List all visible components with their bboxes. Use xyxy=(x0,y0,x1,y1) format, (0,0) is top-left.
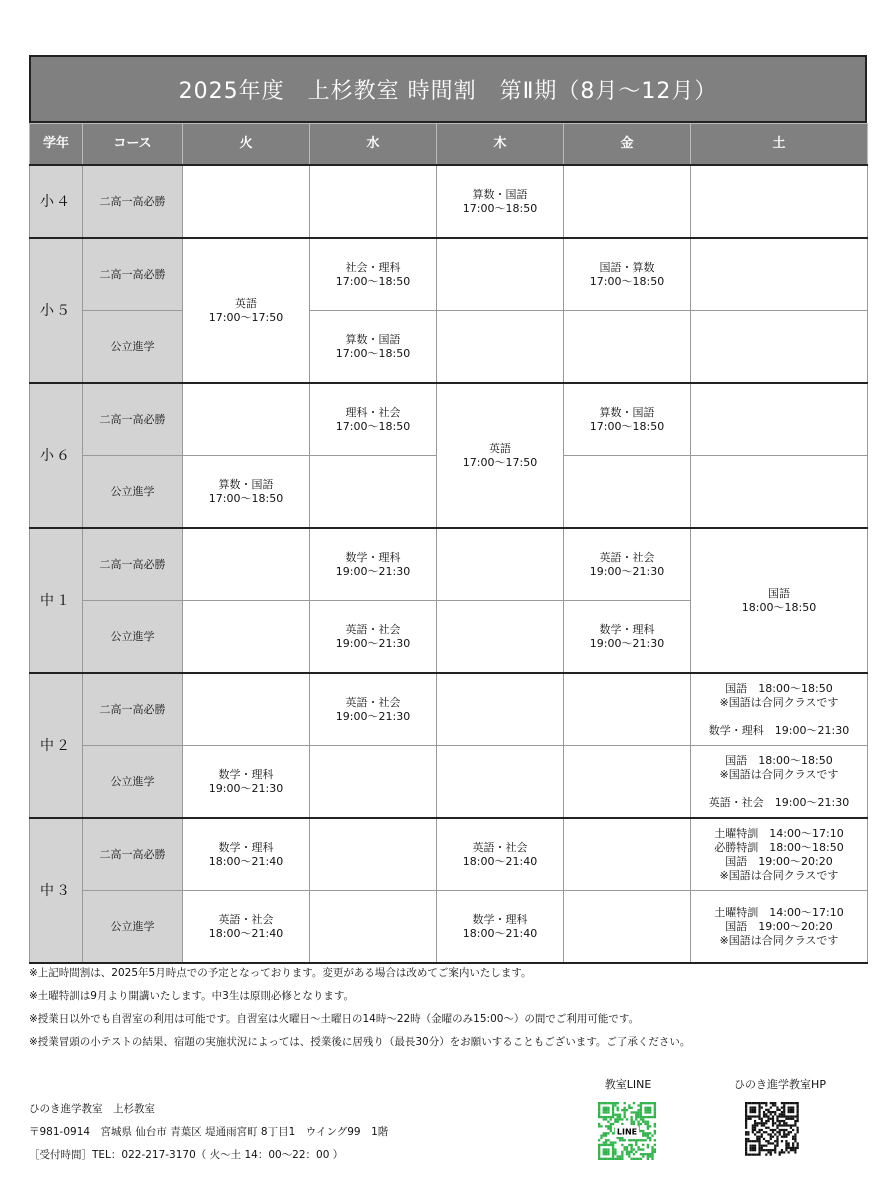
timetable-sheet xyxy=(29,55,867,964)
cell-g6-b-sat xyxy=(691,456,868,529)
cell-g6-a-sat xyxy=(691,383,868,456)
cell-g6-b-fri xyxy=(564,456,691,529)
cell-g4-thu: 算数・国語 17:00〜18:50 xyxy=(437,165,564,238)
cell-g5-a-thu xyxy=(437,238,564,311)
header-grade: 学年 xyxy=(30,124,83,166)
course-label: 公立進学 xyxy=(83,311,183,384)
course-label: 二高一高必勝 xyxy=(83,528,183,601)
cell-g4-wed xyxy=(310,165,437,238)
grade-g4: 小４ xyxy=(30,165,83,238)
cell-m3-b-thu: 数学・理科 18:00〜21:40 xyxy=(437,891,564,964)
cell-m2-a-thu xyxy=(437,673,564,746)
cell-m3-a-tue: 数学・理科 18:00〜21:40 xyxy=(183,818,310,891)
cell-m2-b-wed xyxy=(310,746,437,819)
grade-g6: 小６ xyxy=(30,383,83,528)
cell-m2-b-fri xyxy=(564,746,691,819)
note-item: ※上記時間割は、2025年5月時点での予定となっております。変更がある場合は改めてご案内いたします。 xyxy=(29,967,532,979)
school-address: 〒981-0914 宮城県 仙台市 青葉区 堤通雨宮町 8丁目1 ウイング99 1階 xyxy=(29,1126,389,1138)
cell-m1-a-fri: 英語・社会 19:00〜21:30 xyxy=(564,528,691,601)
grade-m3: 中３ xyxy=(30,818,83,963)
cell-g4-fri xyxy=(564,165,691,238)
cell-g5-a-sat xyxy=(691,238,868,311)
school-hours: ［受付時間］TEL：022-217-3170（ 火〜土 14：00〜22：00 ） xyxy=(29,1149,344,1161)
cell-m1-b-thu xyxy=(437,601,564,674)
cell-m3-b-wed xyxy=(310,891,437,964)
course-label: 二高一高必勝 xyxy=(83,383,183,456)
row-g5-a xyxy=(30,238,868,311)
line-qr-logo-text: LINE xyxy=(616,1127,638,1137)
header-fri: 金 xyxy=(564,124,691,166)
school-name: ひのき進学教室 上杉教室 xyxy=(29,1103,155,1115)
header-thu: 木 xyxy=(437,124,564,166)
cell-m3-b-fri xyxy=(564,891,691,964)
timetable xyxy=(29,123,868,964)
cell-g6-a-fri: 算数・国語 17:00〜18:50 xyxy=(564,383,691,456)
cell-g6-b-wed xyxy=(310,456,437,529)
row-g4 xyxy=(30,165,868,238)
row-g5-b xyxy=(30,311,868,384)
line-qr-icon[interactable] xyxy=(598,1102,656,1160)
cell-m3-a-thu: 英語・社会 18:00〜21:40 xyxy=(437,818,564,891)
cell-g6-a-tue xyxy=(183,383,310,456)
cell-m3-b-sat: 土曜特訓 14:00〜17:10 国語 19:00〜20:20 ※国語は合同クラスです xyxy=(691,891,868,964)
cell-m2-a-fri xyxy=(564,673,691,746)
row-m2-b xyxy=(30,746,868,819)
course-label: 公立進学 xyxy=(83,746,183,819)
cell-m1-b-tue xyxy=(183,601,310,674)
hp-qr-icon[interactable] xyxy=(745,1102,801,1158)
cell-g4-tue xyxy=(183,165,310,238)
header-tue: 火 xyxy=(183,124,310,166)
cell-m1-b-wed: 英語・社会 19:00〜21:30 xyxy=(310,601,437,674)
cell-m3-a-sat: 土曜特訓 14:00〜17:10 必勝特訓 18:00〜18:50 国語 19:00〜20:20 ※国語は合同クラスです xyxy=(691,818,868,891)
cell-m2-a-sat: 国語 18:00〜18:50 ※国語は合同クラスです 数学・理科 19:00〜21:30 xyxy=(691,673,868,746)
cell-g5-a-wed: 社会・理科 17:00〜18:50 xyxy=(310,238,437,311)
cell-m1-sat: 国語 18:00〜18:50 xyxy=(691,528,868,673)
cell-m1-b-fri: 数学・理科 19:00〜21:30 xyxy=(564,601,691,674)
cell-g5-a-fri: 国語・算数 17:00〜18:50 xyxy=(564,238,691,311)
grade-m1: 中１ xyxy=(30,528,83,673)
cell-g5-b-thu xyxy=(437,311,564,384)
cell-m1-a-wed: 数学・理科 19:00〜21:30 xyxy=(310,528,437,601)
row-m3-b xyxy=(30,891,868,964)
cell-m3-a-wed xyxy=(310,818,437,891)
cell-g6-b-tue: 算数・国語 17:00〜18:50 xyxy=(183,456,310,529)
line-qr-label: 教室LINE xyxy=(604,1078,652,1091)
cell-g5-tue: 英語 17:00〜17:50 xyxy=(183,238,310,383)
row-m3-a xyxy=(30,818,868,891)
course-label: 二高一高必勝 xyxy=(83,818,183,891)
cell-m3-b-tue: 英語・社会 18:00〜21:40 xyxy=(183,891,310,964)
cell-g6-a-wed: 理科・社会 17:00〜18:50 xyxy=(310,383,437,456)
cell-m2-a-tue xyxy=(183,673,310,746)
header-course: コース xyxy=(83,124,183,166)
cell-m1-a-thu xyxy=(437,528,564,601)
grade-g5: 小５ xyxy=(30,238,83,383)
cell-m3-a-fri xyxy=(564,818,691,891)
footer-contact xyxy=(29,1098,388,1167)
header-row xyxy=(30,124,868,166)
header-wed: 水 xyxy=(310,124,437,166)
note-item: ※授業日以外でも自習室の利用は可能です。自習室は火曜日〜土曜日の14時〜22時（金曜のみ15:00〜）の間でご利用可能です。 xyxy=(29,1013,640,1025)
cell-g5-b-sat xyxy=(691,311,868,384)
header-sat: 土 xyxy=(691,124,868,166)
cell-m2-a-wed: 英語・社会 19:00〜21:30 xyxy=(310,673,437,746)
course-label: 公立進学 xyxy=(83,601,183,674)
course-label: 公立進学 xyxy=(83,891,183,964)
hp-qr-label: ひのき進学教室HP xyxy=(734,1078,826,1091)
course-label: 二高一高必勝 xyxy=(83,238,183,311)
course-label: 公立進学 xyxy=(83,456,183,529)
timetable-title: 2025年度 上杉教室 時間割 第Ⅱ期（8月〜12月） xyxy=(29,55,867,123)
cell-g5-b-fri xyxy=(564,311,691,384)
course-label: 二高一高必勝 xyxy=(83,165,183,238)
note-item: ※授業冒頭の小テストの結果、宿題の実施状況によっては、授業後に居残り（最長30分）をお願いすることもございます。ご了承ください。 xyxy=(29,1036,691,1048)
grade-m2: 中２ xyxy=(30,673,83,818)
cell-g4-sat xyxy=(691,165,868,238)
note-item: ※土曜特訓は9月より開講いたします。中3生は原則必修となります。 xyxy=(29,990,354,1002)
cell-m2-b-thu xyxy=(437,746,564,819)
row-m2-a xyxy=(30,673,868,746)
notes xyxy=(29,962,869,1054)
cell-g5-b-wed: 算数・国語 17:00〜18:50 xyxy=(310,311,437,384)
cell-m2-b-tue: 数学・理科 19:00〜21:30 xyxy=(183,746,310,819)
course-label: 二高一高必勝 xyxy=(83,673,183,746)
row-m1-a xyxy=(30,528,868,601)
cell-g6-thu: 英語 17:00〜17:50 xyxy=(437,383,564,528)
cell-m1-a-tue xyxy=(183,528,310,601)
cell-m2-b-sat: 国語 18:00〜18:50 ※国語は合同クラスです 英語・社会 19:00〜21:30 xyxy=(691,746,868,819)
row-g6-a xyxy=(30,383,868,456)
